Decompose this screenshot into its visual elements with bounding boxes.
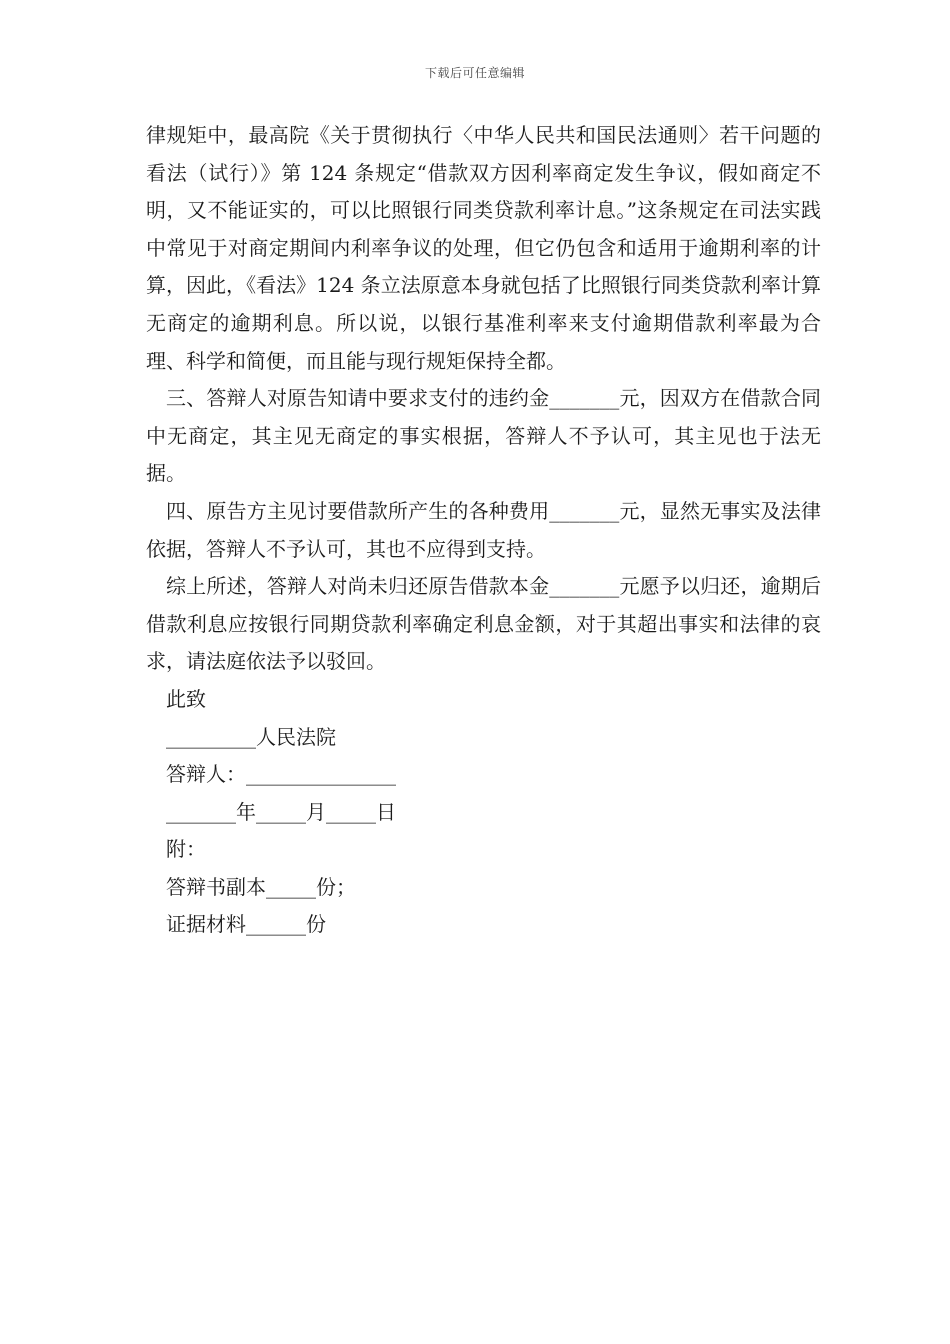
paragraph-interest-rule: 律规矩中，最高院《关于贯彻执行〈中华人民共和国民法通则〉若干问题的看法（试行）》第 124 条规定“借款双方因利率商定发生争议，假如商定不明，又不能证实的，可以比照银行同类贷款利率计息。”这条规定在司法实践中常见于对商定期间内利率争议的处理，但它仍包含和适用于逾期利率的计算，因此，《看法》124 条立法原意本身就包括了比照银行同类贷款利率计算无商定的逾期利息。所以说，以银行基准利率来支付逾期借款利率最为合理、科学和简便，而且能与现行规矩保持全都。 bbox=[146, 123, 821, 373]
attachments-label: 附： bbox=[166, 837, 206, 862]
paragraph-penalty: 三、答辩人对原告知请中要求支付的违约金_______元，因双方在借款合同中无商定，其主见无商定的事实根据，答辩人不予认可，其主见也于法无据。 bbox=[146, 386, 821, 486]
respondent-signature-line: 答辩人：_______________ bbox=[166, 762, 396, 787]
document-body bbox=[146, 117, 821, 944]
paragraph-conclusion: 综上所述，答辩人对尚未归还原告借款本金_______元愿予以归还，逾期后借款利息应按银行同期贷款利率确定利息金额，对于其超出事实和法律的哀求，请法庭依法予以驳回。 bbox=[146, 574, 821, 674]
page-header: 下载后可任意编辑 bbox=[424, 66, 525, 80]
date-line: _______年_____月_____日 bbox=[166, 799, 396, 824]
closing-salutation: 此致 bbox=[166, 686, 206, 711]
attachment-copy-count: 答辩书副本_____份； bbox=[166, 874, 356, 899]
court-name-line: _________人民法院 bbox=[166, 724, 336, 749]
attachment-evidence-count: 证据材料______份 bbox=[166, 912, 326, 937]
paragraph-fees: 四、原告方主见讨要借款所产生的各种费用_______元，显然无事实及法律依据，答辩人不予认可，其也不应得到支持。 bbox=[146, 498, 821, 561]
